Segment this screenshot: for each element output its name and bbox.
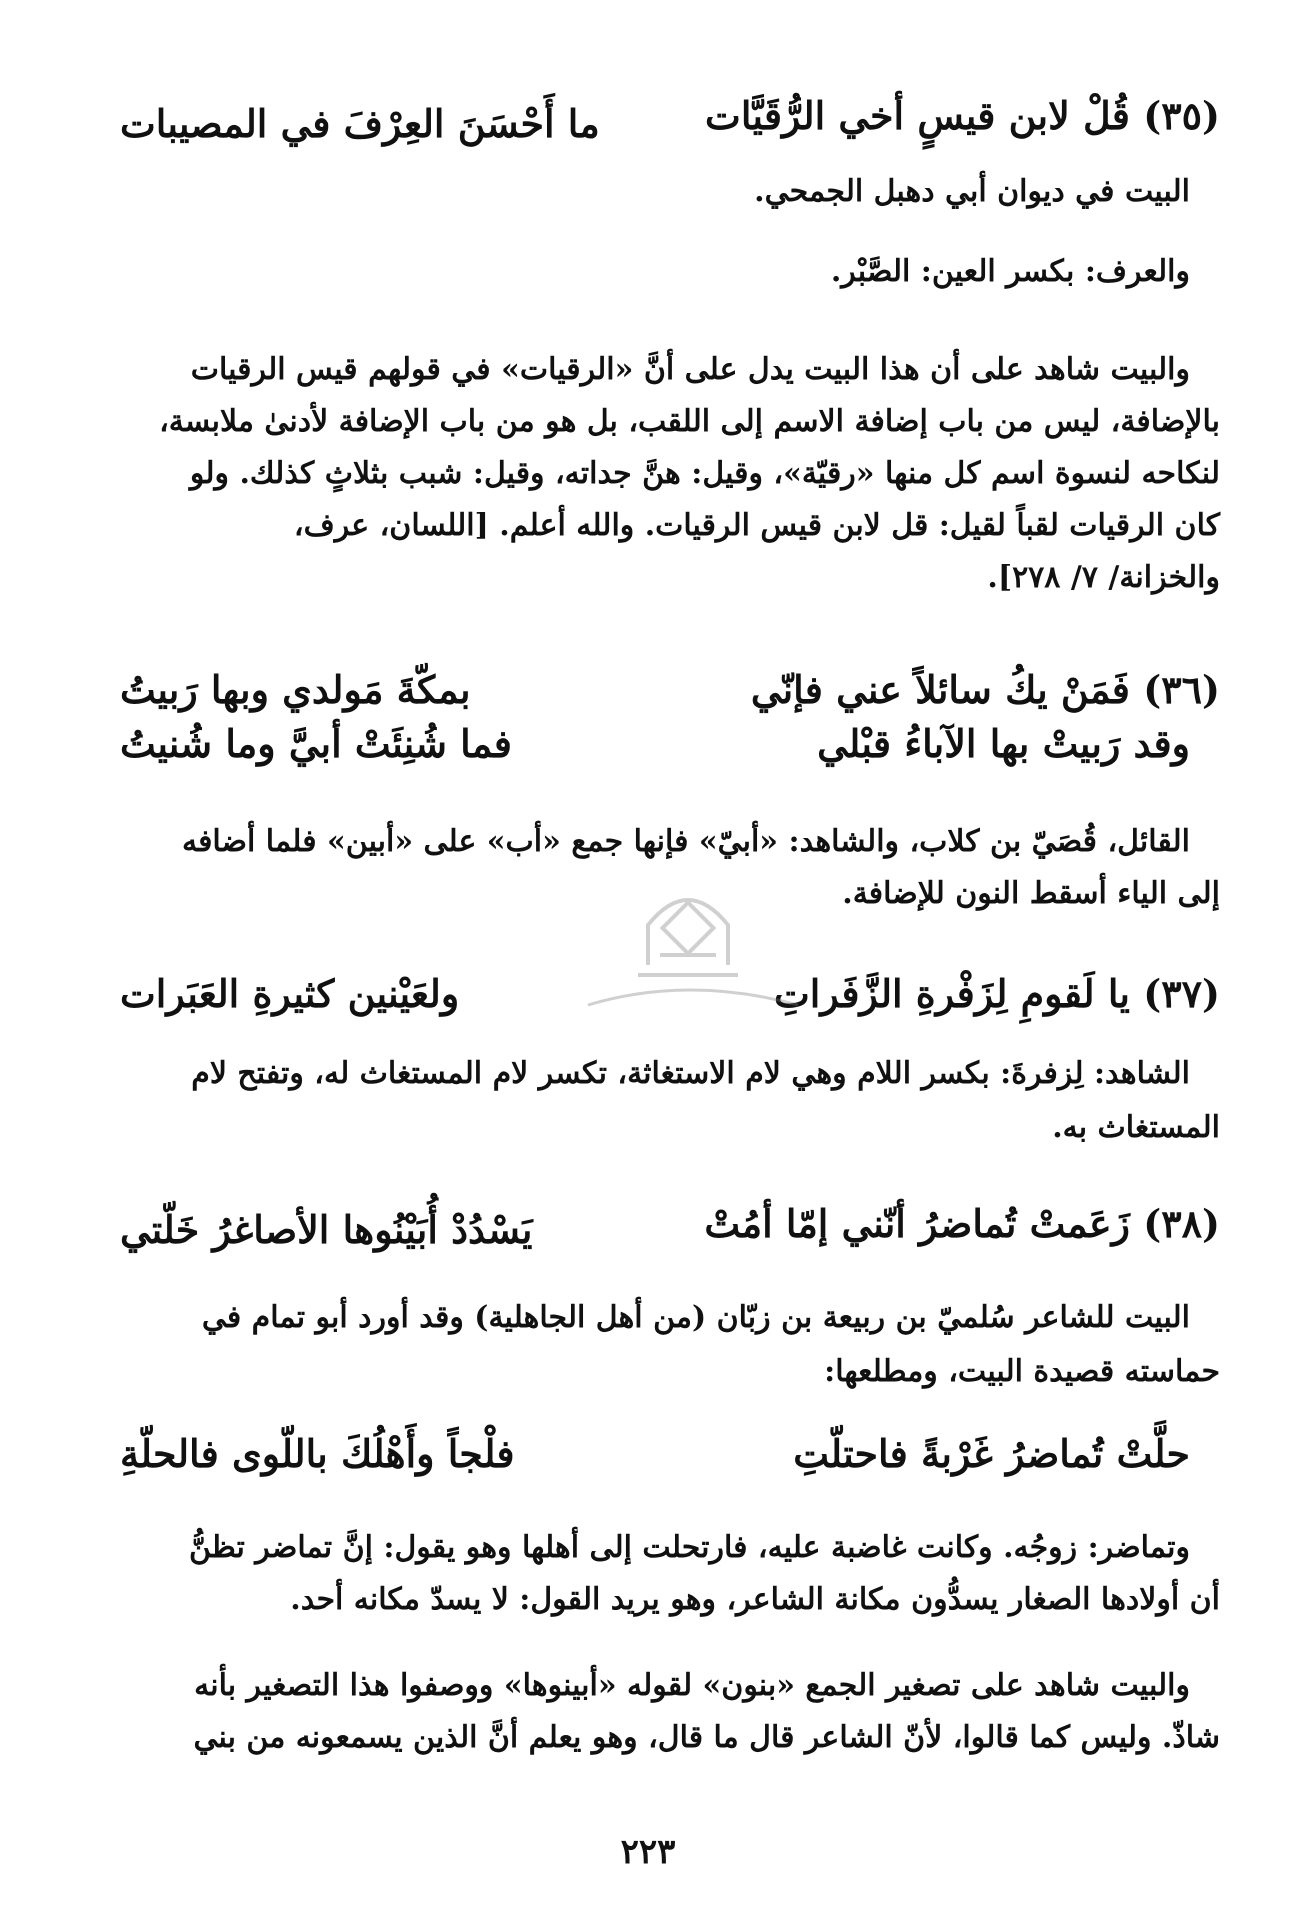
text-line: وتماضر: زوجُه. وكانت غاضبة عليه، فارتحلت إلى أهلها وهو يقول: إنَّ تماضر تظنُّ (189, 1530, 1190, 1565)
verse-37-first-hemistich: (٣٧) يا لَقومِ لِزَفْرةِ الزَّفَراتِ (774, 971, 1220, 1016)
text-line: أن أولادها الصغار يسدُّون مكانة الشاعر، وهو يريد القول: لا يسدّ مكانه أحد. (290, 1582, 1220, 1617)
text-line: شاذّ. وليس كما قالوا، لأنّ الشاعر قال ما قال، وهو يعلم أنَّ الذين يسمعونه من بني (193, 1720, 1220, 1755)
text-line: الشاهد: لِزفرةَ: بكسر اللام وهي لام الاستغاثة، تكسر لام المستغاث له، وتفتح لام (191, 1056, 1190, 1091)
text-line: إلى الياء أسقط النون للإضافة. (842, 876, 1220, 911)
text-line: البيت في ديوان أبي دهبل الجمحي. (754, 174, 1190, 209)
watermark-logo-icon (548, 855, 828, 1055)
text-line: بالإضافة، ليس من باب إضافة الاسم إلى اللقب، بل هو من باب الإضافة لأدنىٰ ملابسة، (159, 404, 1220, 439)
verse-38-first-hemistich: (٣٨) زَعَمتْ تُماضرُ أنّني إمّا أمُتْ (704, 1201, 1220, 1246)
verse-38b-first-hemistich: حلَّتْ تُماضرُ غَرْبةً فاحتلّتِ (793, 1431, 1190, 1476)
verse-36-fourth-hemistich: فما شُنِئَتْ أبيَّ وما شُنيتُ (120, 721, 512, 766)
text-line: البيت للشاعر سُلميّ بن ربيعة بن زبّان (من أهل الجاهلية) وقد أورد أبو تمام في (201, 1300, 1190, 1335)
text-line: والبيت شاهد على أن هذا البيت يدل على أنَّ «الرقيات» في قولهم قيس الرقيات (190, 352, 1190, 387)
verse-36-first-hemistich: (٣٦) فَمَنْ يكُ سائلاً عني فإنّي (750, 667, 1220, 712)
text-line: والخزانة/ ٧/ ٢٧٨]. (987, 560, 1220, 595)
verse-35-second-hemistich: ما أَحْسَنَ العِرْفَ في المصيبات (120, 101, 600, 146)
text-line: والبيت شاهد على تصغير الجمع «بنون» لقوله «أبينوها» ووصفوا هذا التصغير بأنه (194, 1668, 1190, 1703)
verse-37-second-hemistich: ولعَيْنين كثيرةِ العَبَرات (120, 971, 460, 1016)
page-number: ٢٢٣ (620, 1832, 676, 1872)
text-line: كان الرقيات لقباً لقيل: قل لابن قيس الرقيات. والله أعلم. [اللسان، عرف، (293, 508, 1220, 543)
verse-35-first-hemistich: (٣٥) قُلْ لابن قيسٍ أخي الرُّقَيَّات (705, 93, 1220, 138)
verse-36-second-hemistich: بمكّةَ مَولدي وبها رَبيتُ (120, 667, 471, 712)
text-line: والعرف: بكسر العين: الصَّبْر. (830, 254, 1190, 289)
text-line: القائل، قُصَيّ بن كلاب، والشاهد: «أبيّ» فإنها جمع «أب» على «أبين» فلما أضافه (181, 824, 1190, 859)
text-line: حماسته قصيدة البيت، ومطلعها: (824, 1354, 1220, 1389)
verse-38b-second-hemistich: فلْجاً وأَهْلُكَ باللّوى فالحلّةِ (120, 1431, 515, 1476)
text-line: لنكاحه لنسوة اسم كل منها «رقيّة»، وقيل: هنَّ جداته، وقيل: شبب بثلاثٍ كذلك. ولو (189, 456, 1220, 491)
verse-36-third-hemistich: وقد رَبيتْ بها الآباءُ قبْلي (817, 721, 1190, 766)
verse-38-second-hemistich: يَسْدُدْ أُبَيْنُوها الأصاغرُ خَلّتي (120, 1207, 533, 1252)
text-line: المستغاث به. (1052, 1110, 1220, 1145)
